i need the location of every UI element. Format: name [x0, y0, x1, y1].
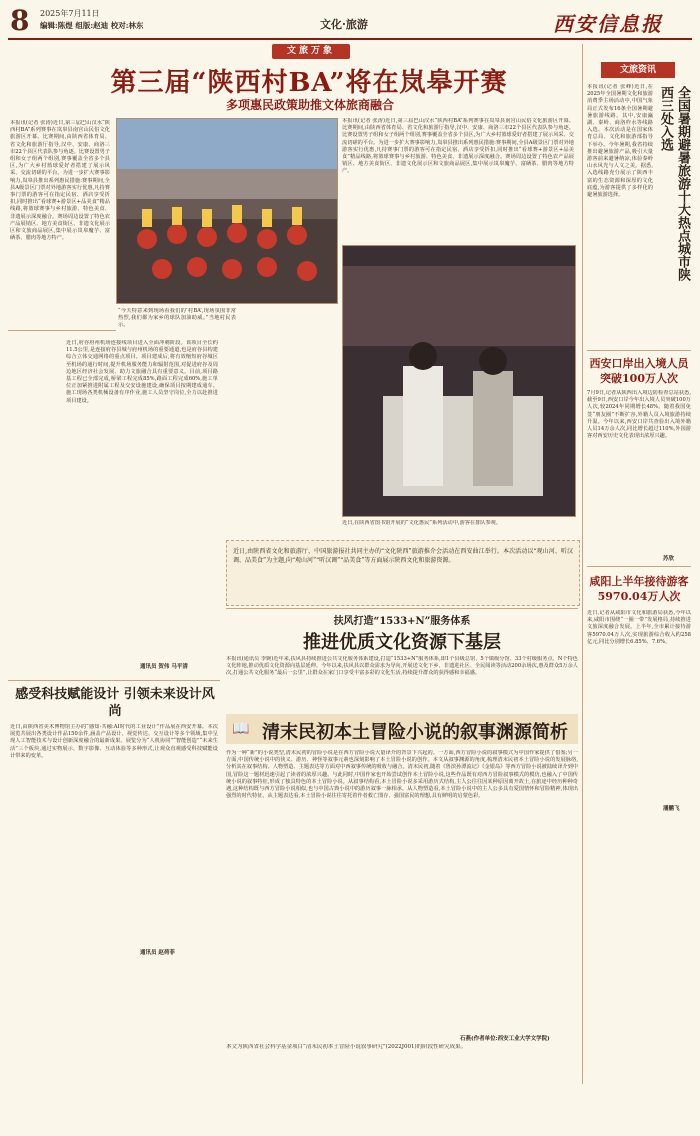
subheadline: 多项惠民政策助推文体旅商融合 — [225, 98, 394, 112]
sidebar-story3-byline: 潘鹏飞 — [663, 806, 680, 812]
main-photo-caption: “今天特意来到现场看我们的‘村BA’,现场氛围非常热烈,我们都为家乡的球队加油助威。”当地村民表示。 — [118, 308, 236, 329]
tech-story-body: 近日,由陕西省美术博物馆主办的“感知·共融:AI时代的工业设计”作品展在西安开幕。本次展览共展出各类设计作品150余件,涵盖产品设计、视觉传达、交互设计等多个领域,集中呈现人工智能技术与设计创新深度融合的最新成果。展览分为“人机协同”“智能创造”“未来生活”三个板块,通过实物展示、数字影像、互动体验等多种形式,让观众直观感受科技赋能设计带来的变革。 — [10, 724, 218, 759]
library-photo-caption: 近日,在陕西省图书馆开展的“文化惠民”系列活动中,游客在排队参观。 — [342, 520, 502, 526]
tech-story-headline: 感受科技赋能设计 引领未来设计风尚 — [15, 687, 215, 719]
top-story-body-right: 本报讯(记者 张涛)近日,第三届巴山汉水“陕西村BA”系列赛事在岚皋县南宫山民俗文化旅游区开幕。比赛期间,由陕西省体育局、省文化和旅游厅指导,汉中、安康、商洛三市22个县区代表队参与角逐。比赛设置男子组和女子组两个组别,赛事覆盖全省多个县区,为广大乡村篮球爱好者搭建了展示风采、交流切磋的平台。为进一步扩大赛事影响力,岚皋县推出系列惠民措施:赛事期间,全县A级景区门票对外地游客实行优惠,凡持赛事门票的游客可在指定民宿、酒店享受折扣,同时推出“看球赛+游景区+品美食”精品线路,将篮球赛事与乡村旅游、特色美食、非遗展示深度融合。赛场周边设置了特色农产品展销区、地方美食街区、非遗文化展示区和文旅商品展区,集中展示岚皋魔芋、富硒茶、腊肉等地方特产。 — [342, 118, 574, 175]
service-story-kicker: 扶风打造“1533+N”服务体系 — [333, 616, 471, 627]
airport-story-byline: 通讯员 贺伟 马平清 — [140, 664, 188, 670]
notice-box — [226, 540, 580, 606]
sidebar-story3-body: 近日,记者从咸阳市文化和旅游局获悉,今年以来,咸阳市围绕“一圈一带”发展格局,持续推进文旅深度融合发展。上半年,全市累计接待游客5970.04万人次,实现旅游综合收入约258亿元,同比分别增长6.85%、7.6%。 — [587, 610, 691, 645]
novel-story-byline: 石燕(作者单位:西安工业大学文学院) — [460, 1036, 550, 1042]
sidebar-story1-headline: 全国暑期避暑旅游十大热点城市陕西三处入选 — [658, 86, 690, 281]
novel-story-headline: 清末民初本土冒险小说的叙事渊源简析 — [262, 722, 568, 743]
novel-story-fund-note: 本文为陕西省社会科学基金项目“清末民初本土冒险小说叙事研究”(2022J001)的阶段性研究成果。 — [226, 1044, 467, 1050]
sidebar — [582, 44, 695, 1084]
novel-story-banner — [226, 714, 578, 744]
section-title: 文化·旅游 — [320, 18, 368, 31]
tag-badge — [272, 44, 350, 59]
drum-performance-photo — [117, 119, 337, 303]
service-story-body: 本报讯(通讯员 李婉)近年来,扶风县持续推进公共文化服务体系建设,打造“1533+N”服务体系,即1个县级总馆、5个镇级分馆、33个村级服务点、N个特色文化阵地,推动优质文化资源向基层延伸。今年以来,扶风县以群众需求为导向,开展送文化下乡、非遗进社区、全民阅读等活动200余场次,惠及群众5万余人次,打通公共文化服务“最后一公里”,让群众在家门口享受丰富多彩的文化生活,持续提升群众的获得感和幸福感。 — [226, 656, 578, 677]
main-photo — [116, 118, 338, 304]
masthead-logo: 西安信息报 — [553, 12, 663, 36]
notice-box-text: 近日,由陕西省文化和旅游厅、中国旅游报社共同主办的“文化陕西”旅游推介会活动在西安曲江举行。本次活动以“观山河、听汉调、品美食”为主题,向“观山河”“听汉调”“品美食”等方面展示陕西文化和旅游资源。 — [233, 548, 573, 564]
issue-date: 2025年7月11日 — [40, 9, 100, 18]
page-number: 8 — [10, 4, 30, 37]
editor-credits: 编辑:陈煜 组版:赵迪 校对:林东 — [40, 21, 144, 30]
sidebar-title-badge — [601, 62, 675, 78]
novel-story-body: 作为一种“新”的小说类型,清末民初的冒险小说是在西方冒险小说大量译介的背景下兴起的。一方面,西方冒险小说的叙事模式为中国作家提供了借鉴;另一方面,中国传统小说中的侠义、游历、神怪等叙事元素也深刻影响了本土冒险小说的创作。本文从叙事渊源的角度,梳理清末民初本土冒险小说的发展脉络,分析其在叙事结构、人物塑造、主题表达等方面对中西叙事传统的吸收与融合。清末民初,随着《鲁滨孙漂流记》《金银岛》等西方冒险小说被陆续译介到中国,冒险这一题材迅速引起了读者的浓厚兴趣。与此同时,中国作家也开始尝试创作本土冒险小说,这些作品既有对西方冒险叙事模式的模仿,也融入了中国传统小说的叙事特征,形成了独具特色的本土冒险小说。从叙事结构看,本土冒险小说多采用游历式结构,主人公往往因某种原因离开故土,在旅途中经历种种奇遇,这种结构既与西方冒险小说相似,也与中国古典小说中的游历叙事一脉相承。从人物塑造看,本土冒险小说中的主人公多具有爱国情怀和冒险精神,体现出强烈的时代特征。从主题表达看,本土冒险小说往往寄托着作者救亡图存、强国富民的理想,具有鲜明的启蒙色彩。 — [226, 750, 578, 800]
service-story-headline: 推进优质文化资源下基层 — [303, 632, 501, 653]
sidebar-story2-body: 7月9日,记者从陕西出入境边防检查总站获悉,截至9日,西安口岸今年出入境人员突破100万人次,较2024年同期增长48%。随着我国免签“朋友圈”不断扩容,外籍人员入境旅游持续升温。今年以来,西安口岸共查验出入境外籍人员14万余人次,同比增长超过110%,外国游客对西安历史文化表现出浓厚兴趣。 — [587, 390, 691, 440]
tech-story-byline: 通讯员 赵荷菲 — [140, 950, 175, 956]
sidebar-story1-body: 本报讯(记者 张峰)近日,在2025年全国暑期文化和旅游消费季主场活动中,中国气象局正式发布16条全国暑期避暑旅游线路。其中,安康瀛湖、秦岭、商洛柞水等线路入选。本次活动是在国家体育总局、文化和旅游部指导下举办。今年暑期,我省持续推出避暑旅游产品,吸引大量游客前来避暑纳凉,体验秦岭山水风光与人文之美。据悉,入选线路充分展示了陕西丰富的生态资源和深厚的文化底蕴,为游客提供了多样化的避暑旅游选择。 — [587, 84, 653, 199]
sidebar-story2-byline: 苏欣 — [663, 556, 675, 562]
sidebar-title: 文旅资讯 — [619, 65, 656, 75]
sidebar-story3-headline: 咸阳上半年接待游客5970.04万人次 — [589, 575, 689, 603]
tag-label: 文旅万象 — [286, 46, 335, 56]
library-visitors-photo — [343, 246, 575, 516]
airport-story-headline — [12, 340, 64, 550]
top-story-body-left: 本报讯(记者 张涛)近日,第三届巴山汉水“陕西村BA”系列赛事在岚皋县南宫山民俗文化旅游区开幕。比赛期间,由陕西省体育局、省文化和旅游厅指导,汉中、安康、商洛三市22个县区代表队参与角逐。比赛设置男子组和女子组两个组别,赛事覆盖全省多个县区,为广大乡村篮球爱好者搭建了展示风采、交流切磋的平台。为进一步扩大赛事影响力,岚皋县推出系列惠民措施:赛事期间,全县A级景区门票对外地游客实行优惠,凡持赛事门票的游客可在指定民宿、酒店享受折扣,同时推出“看球赛+游景区+品美食”精品线路,将篮球赛事与乡村旅游、特色美食、非遗展示深度融合。赛场周边设置了特色农产品展销区、地方美食街区、非遗文化展示区和文旅商品展区,集中展示岚皋魔芋、富硒茶、腊肉等地方特产。 — [10, 120, 110, 242]
book-icon: 📖 — [232, 721, 250, 737]
headline-main: 第三届“陕西村BA”将在岚皋开赛 — [110, 68, 508, 98]
airport-story-body: 近日,府谷府州机场连接线项目进入全面冲刺阶段。该项目全长约11.5公里,是连接府谷县城与府州机场的重要通道,也是府谷县构建综合立体交通网络的重点项目。项目建成后,将有效缩短府谷城区至机场的通行时间,提升机场服务能力和辐射范围,对促进府谷及周边地区经济社会发展、助力文旅融合具有重要意义。目前,项目路基工程已全部完成,桥梁工程完成85%,路面工程完成60%,施工单位正加紧推进附属工程及交安设施建设,确保项目按期建成通车。施工现场各类机械设备有序作业,施工人员坚守岗位,全力以赴推进项目建设。 — [66, 340, 218, 404]
library-photo — [342, 245, 576, 517]
sidebar-story2-headline: 西安口岸出入境人员突破100万人次 — [589, 357, 689, 385]
